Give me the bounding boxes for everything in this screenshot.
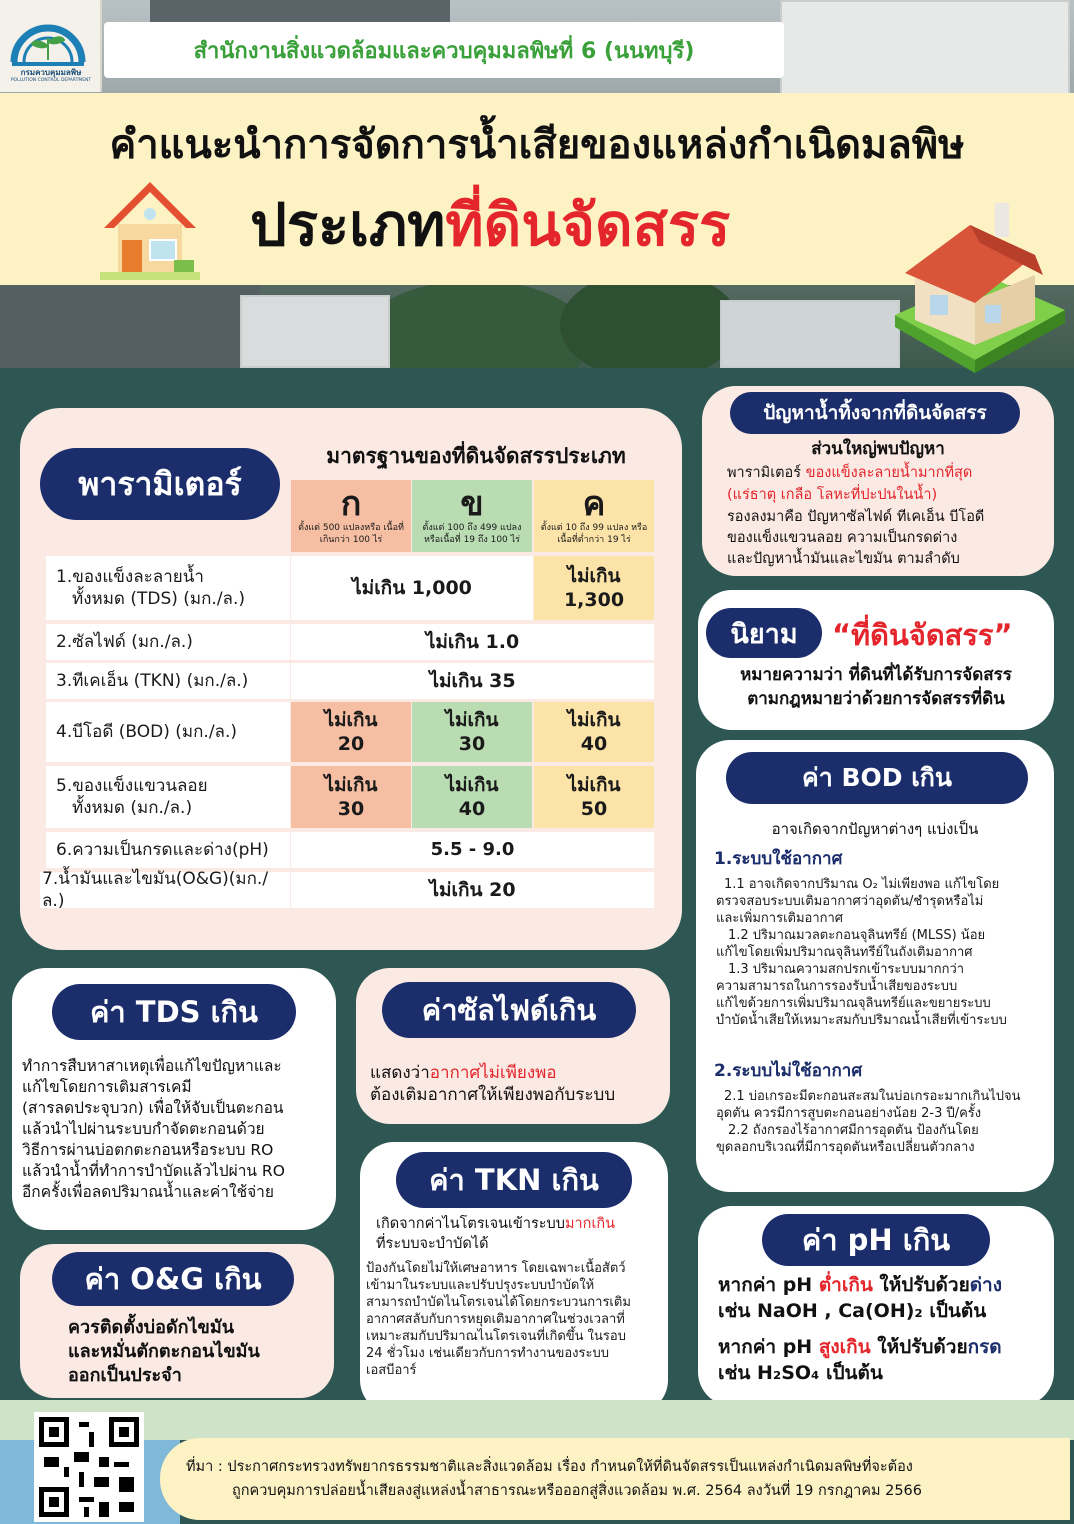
- bod-s2-line: ขุดลอกบริเวณที่มีการอุดตันหรือเปลี่ยนตัวกลาง: [716, 1140, 975, 1155]
- ph-line3: [718, 1334, 1002, 1360]
- 3d-house-icon: [885, 195, 1070, 375]
- og-line: และหมั่นตักตะกอนไขมัน: [68, 1341, 260, 1362]
- row-tds-ab: ไม่เกิน 1,000: [291, 556, 533, 620]
- ph-line1-c: ให้ปรับด้วย: [872, 1274, 970, 1296]
- tds-line: อีกครั้งเพื่อลดปริมาณน้ำและค่าใช้จ่าย: [22, 1183, 274, 1201]
- sulfide-title: ค่าซัลไฟด์เกิน: [382, 982, 636, 1038]
- bod-s1-line: บำบัดน้ำเสียให้เหมาะสมกับปริมาณน้ำเสียที่เข้าระบบ: [716, 1013, 1007, 1028]
- cell-line1: ไม่เกิน: [567, 709, 621, 731]
- tkn-body-line: อากาศสลับกับการหยุดเติมอากาศในช่วงเวลาที่: [366, 1312, 625, 1327]
- row-ss-a: [291, 766, 411, 828]
- tds-line: แล้วนำไปผ่านระบบกำจัดตะกอนด้วย: [22, 1120, 265, 1138]
- bod-section2: 2.ระบบไม่ใช้อากาศ: [714, 1061, 863, 1081]
- cell-line2: 30: [337, 798, 365, 820]
- tkn-line1-b: มากเกิน: [564, 1216, 616, 1232]
- bod-s1-line: 1.2 ปริมาณมวลตะกอนจุลินทรีย์ (MLSS) น้อย: [728, 928, 986, 943]
- definition-line2: ตามกฎหมายว่าด้วยการจัดสรรที่ดิน: [747, 689, 1005, 709]
- row-bod-a: [291, 702, 411, 762]
- ph-line3-c: ให้ปรับด้วย: [870, 1336, 968, 1358]
- parameter-label: พารามิเตอร์: [40, 448, 280, 520]
- tkn-body-line: เหมาะสมกับปริมาณไนโตรเจนที่เกิดขึ้น ในรอบ: [366, 1329, 626, 1344]
- ph-line3-d: กรด: [967, 1336, 1002, 1358]
- og-body: [68, 1316, 328, 1388]
- type-header-c: [534, 480, 654, 552]
- cell-line1: ไม่เกิน: [445, 774, 499, 796]
- definition-label: นิยาม: [706, 608, 822, 658]
- bottom-scenery: [0, 1400, 1074, 1440]
- bod-section1: 1.ระบบใช้อากาศ: [714, 849, 843, 869]
- bod-s1-line: แก้ไขโดยเพิ่มปริมาณจุลินทรีย์ในถังเติมอากาศ: [716, 945, 973, 960]
- tkn-title: ค่า TKN เกิน: [396, 1152, 632, 1208]
- logo-subtext: POLLUTION CONTROL DEPARTMENT: [10, 78, 92, 83]
- sulfide-line1: [370, 1062, 557, 1084]
- cell-line1: ไม่เกิน: [324, 709, 378, 731]
- standard-heading: มาตรฐานของที่ดินจัดสรรประเภท: [326, 444, 626, 468]
- house-icon: [100, 178, 200, 280]
- tkn-line1: [376, 1214, 615, 1234]
- problem-intro: ส่วนใหญ่พบปัญหา: [811, 439, 945, 459]
- sulfide-line2: ต้องเติมอากาศให้เพียงพอกับระบบ: [370, 1085, 616, 1105]
- ph-line3-a: หากค่า pH: [718, 1336, 819, 1358]
- ph-title: ค่า pH เกิน: [762, 1214, 990, 1266]
- row-label-line1: 1.ของแข็งละลายน้ำ: [56, 567, 204, 587]
- row-ss-c: [534, 766, 654, 828]
- bod-section1-list: [716, 876, 1050, 1029]
- problem-line1: [727, 462, 1047, 484]
- ph-line1: [718, 1272, 1002, 1298]
- type-desc-c: ตั้งแต่ 10 ถึง 99 แปลง หรือเนื้อที่ต่ำกว่า 19 ไร่: [540, 523, 648, 545]
- source-line1: ที่มา : ประกาศกระทรวงทรัพยากรธรรมชาติและสิ่งแวดล้อม เรื่อง กำหนดให้ที่ดินจัดสรรเป็นแหล่งกำเนิดมลพิษที่จะต้อง: [186, 1459, 913, 1475]
- og-title: ค่า O&G เกิน: [52, 1252, 294, 1306]
- logo-text: กรมควบคุมมลพิษ: [20, 68, 82, 77]
- subtitle: [250, 178, 730, 271]
- type-desc-a: ตั้งแต่ 500 แปลงหรือ เนื้อที่เกินกว่า 100 ไร่: [298, 523, 404, 545]
- problem-line5: และปัญหาน้ำมันและไขมัน ตามลำดับ: [727, 551, 960, 567]
- tkn-body-line: สามารถบำบัดไนโตรเจนได้โดยกระบวนการเติม: [366, 1295, 631, 1310]
- main-title: คำแนะนำการจัดการน้ำเสียของแหล่งกำเนิดมลพิษ: [109, 122, 965, 168]
- bod-s2-line: 2.2 ถังกรองไร้อากาศมีการอุดตัน ป้องกันโดย: [728, 1123, 979, 1138]
- row-og-label: 7.น้ำมันและไขมัน(O&G)(มก./ล.): [40, 872, 290, 908]
- problem-line1-b: ของแข็งละลายน้ำมากที่สุด: [805, 465, 973, 481]
- cell-line2: 20: [337, 733, 365, 755]
- cell-line2: 30: [458, 733, 486, 755]
- ph-line1-b: ต่ำเกิน: [818, 1274, 873, 1296]
- ph-line3-b: สูงเกิน: [818, 1336, 871, 1358]
- source-line2: ถูกควบคุมการปล่อยน้ำเสียลงสู่แหล่งน้ำสาธารณะหรือออกสู่สิ่งแวดล้อม พ.ศ. 2564 ลงวันที่ 19 กรกฎาคม 2566: [232, 1483, 923, 1499]
- row-tds-c: [534, 556, 654, 620]
- cell-line2: 50: [580, 798, 608, 820]
- tds-title: ค่า TDS เกิน: [52, 984, 296, 1040]
- ph-line2: เช่น NaOH , Ca(OH)₂ เป็นต้น: [718, 1300, 987, 1322]
- cell-line2: 40: [580, 733, 608, 755]
- problem-line3: รองลงมาคือ ปัญหาซัลไฟด์ ทีเคเอ็น บีโอดี: [727, 509, 985, 525]
- row-ph-label: 6.ความเป็นกรดและด่าง(pH): [46, 832, 290, 868]
- tkn-line2: ที่ระบบจะบำบัดได้: [376, 1236, 489, 1252]
- type-header-b: [412, 480, 532, 552]
- og-line: ควรติดตั้งบ่อดักไขมัน: [68, 1317, 235, 1338]
- tkn-body-line: เข้ามาในระบบและปรับปรุงระบบบำบัดให้: [366, 1278, 595, 1293]
- row-ph-all: 5.5 - 9.0: [291, 832, 654, 868]
- cell-line2: 40: [458, 798, 486, 820]
- bod-intro: อาจเกิดจากปัญหาต่างๆ แบ่งเป็น: [771, 820, 979, 838]
- organization-name: สำนักงานสิ่งแวดล้อมและควบคุมมลพิษที่ 6 (นนทบุรี): [193, 38, 695, 64]
- problem-title: ปัญหาน้ำทิ้งจากที่ดินจัดสรร: [730, 392, 1020, 434]
- bod-s1-line: แก้ไขด้วยการเพิ่มปริมาณจุลินทรีย์และขยายระบบ: [716, 996, 991, 1011]
- ph-line1-a: หากค่า pH: [718, 1274, 819, 1296]
- qr-code-icon: [34, 1412, 144, 1522]
- tds-line: วิธีการผ่านบ่อตกตะกอนหรือระบบ RO: [22, 1141, 274, 1159]
- row-sulfide-all: ไม่เกิน 1.0: [291, 624, 654, 660]
- row-ss-label: [46, 766, 290, 828]
- sulfide-line1-b: อากาศไม่เพียงพอ: [429, 1063, 557, 1083]
- bod-s2-line: อุดตัน ควรมีการสูบตะกอนอย่างน้อย 2-3 ปี/ครั้ง: [716, 1106, 982, 1121]
- definition-term: “ที่ดินจัดสรร”: [832, 618, 1013, 652]
- tkn-line1-a: เกิดจากค่าไนโตรเจนเข้าระบบ: [376, 1216, 565, 1232]
- cell-line1: ไม่เกิน: [445, 709, 499, 731]
- type-header-a: [291, 480, 411, 552]
- tkn-body-line: ป้องกันโดยไม่ให้เศษอาหาร โดยเฉพาะเนื้อสัตว์: [366, 1261, 626, 1276]
- bod-s1-line: 1.1 อาจเกิดจากปริมาณ O₂ ไม่เพียงพอ แก้ไขโดย: [724, 877, 1000, 892]
- bod-s2-line: 2.1 บ่อเกรอะมีตะกอนสะสมในบ่อเกรอะมากเกินไปจน: [724, 1089, 1021, 1104]
- row-bod-b: [412, 702, 532, 762]
- source-footer: [160, 1438, 1070, 1520]
- bod-section2-list: [716, 1088, 1050, 1156]
- tkn-body-line: 24 ชั่วโมง เช่นเดียวกับการทำงานของระบบ: [366, 1346, 609, 1361]
- row-tkn-all: ไม่เกิน 35: [291, 663, 654, 699]
- subtitle-highlight: ที่ดินจัดสรร: [445, 191, 731, 259]
- cell-line1: ไม่เกิน: [567, 565, 621, 587]
- row-label-line2: ทั้งหมด (TDS) (มก./ล.): [72, 589, 246, 609]
- row-label-line1: 5.ของแข็งแขวนลอย: [56, 776, 208, 796]
- subtitle-prefix: ประเภท: [250, 191, 446, 259]
- problem-line4: ของแข็งแขวนลอย ความเป็นกรดด่าง: [727, 530, 958, 546]
- tds-line: (สารลดประจุบวก) เพื่อให้จับเป็นตะกอน: [22, 1099, 284, 1117]
- row-tds-label: [46, 556, 290, 620]
- row-bod-c: [534, 702, 654, 762]
- cell-line2: 1,300: [563, 589, 625, 611]
- type-desc-b: ตั้งแต่ 100 ถึง 499 แปลง หรือเนื้อที่ 19 ถึง 100 ไร่: [422, 523, 522, 545]
- ph-line1-d: ด่าง: [969, 1274, 1002, 1296]
- row-og-all: ไม่เกิน 20: [291, 872, 654, 908]
- cell-line1: ไม่เกิน: [324, 774, 378, 796]
- logo: [0, 0, 102, 92]
- cell-line1: ไม่เกิน: [567, 774, 621, 796]
- og-line: ออกเป็นประจำ: [68, 1365, 182, 1386]
- tkn-body-line: เอสบีอาร์: [366, 1363, 417, 1378]
- organization-banner: [104, 22, 784, 78]
- tds-line: แก้ไขโดยการเติมสารเคมี: [22, 1078, 192, 1096]
- row-bod-label: 4.บีโอดี (BOD) (มก./ล.): [46, 702, 290, 762]
- problem-line2: (แร่ธาตุ เกลือ โลหะที่ปะปนในน้ำ): [727, 487, 938, 503]
- tds-line: แล้วนำน้ำที่ทำการบำบัดแล้วไปผ่าน RO: [22, 1162, 285, 1180]
- type-letter-c: ค: [582, 484, 606, 524]
- row-label-line2: ทั้งหมด (มก./ล.): [72, 798, 193, 818]
- row-sulfide-label: 2.ซัลไฟด์ (มก./ล.): [46, 624, 290, 660]
- definition-line1: หมายความว่า ที่ดินที่ได้รับการจัดสรร: [740, 665, 1012, 685]
- bod-s1-line: ความสามารถในการรองรับน้ำเสียของระบบ: [716, 979, 958, 994]
- tds-line: ทำการสืบหาสาเหตุเพื่อแก้ไขปัญหาและ: [22, 1057, 282, 1075]
- row-tkn-label: 3.ทีเคเอ็น (TKN) (มก./ล.): [46, 663, 290, 699]
- problem-line1-a: พารามิเตอร์: [727, 465, 806, 481]
- tds-body: [22, 1056, 332, 1203]
- bod-s1-line: และเพิ่มการเติมอากาศ: [716, 911, 844, 926]
- type-letter-a: ก: [340, 484, 362, 524]
- bod-title: ค่า BOD เกิน: [726, 752, 1028, 804]
- type-letter-b: ข: [460, 484, 484, 524]
- row-ss-b: [412, 766, 532, 828]
- ph-line4: เช่น H₂SO₄ เป็นต้น: [718, 1362, 883, 1384]
- sulfide-line1-a: แสดงว่า: [370, 1063, 430, 1083]
- bod-s1-line: 1.3 ปริมาณความสกปรกเข้าระบบมากกว่า: [728, 962, 965, 977]
- tkn-body: [366, 1260, 666, 1379]
- bod-s1-line: ตรวจสอบระบบเติมอากาศว่าอุดตัน/ชำรุดหรือไม่: [716, 894, 984, 909]
